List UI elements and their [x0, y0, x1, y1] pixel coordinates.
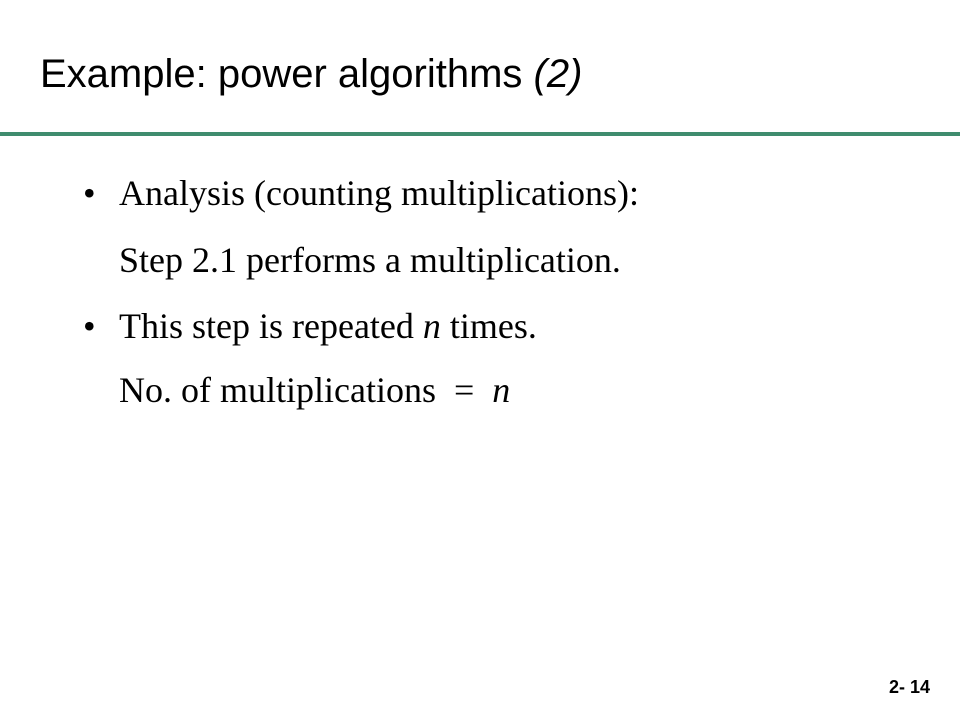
bullet-text — [119, 306, 537, 346]
slide-title-suffix: (2) — [533, 52, 583, 96]
slide-title — [40, 46, 582, 102]
continuation-text — [119, 370, 510, 410]
continuation-text: Step 2.1 performs a multiplication. — [119, 240, 621, 280]
bullet-text: Analysis (counting multiplications): — [119, 173, 639, 213]
text-fragment: This step is repeated — [119, 306, 423, 346]
bullet-marker: • — [83, 173, 96, 213]
text-fragment: times. — [440, 306, 537, 346]
slide-title-main: Example: power algorithms — [40, 52, 534, 96]
title-divider — [0, 132, 960, 136]
variable-n: n — [422, 306, 441, 346]
page-number: 2- 14 — [888, 677, 930, 697]
variable-n: n — [492, 370, 511, 410]
text-fragment: No. of multiplications = — [119, 370, 493, 410]
bullet-marker: • — [83, 306, 96, 346]
